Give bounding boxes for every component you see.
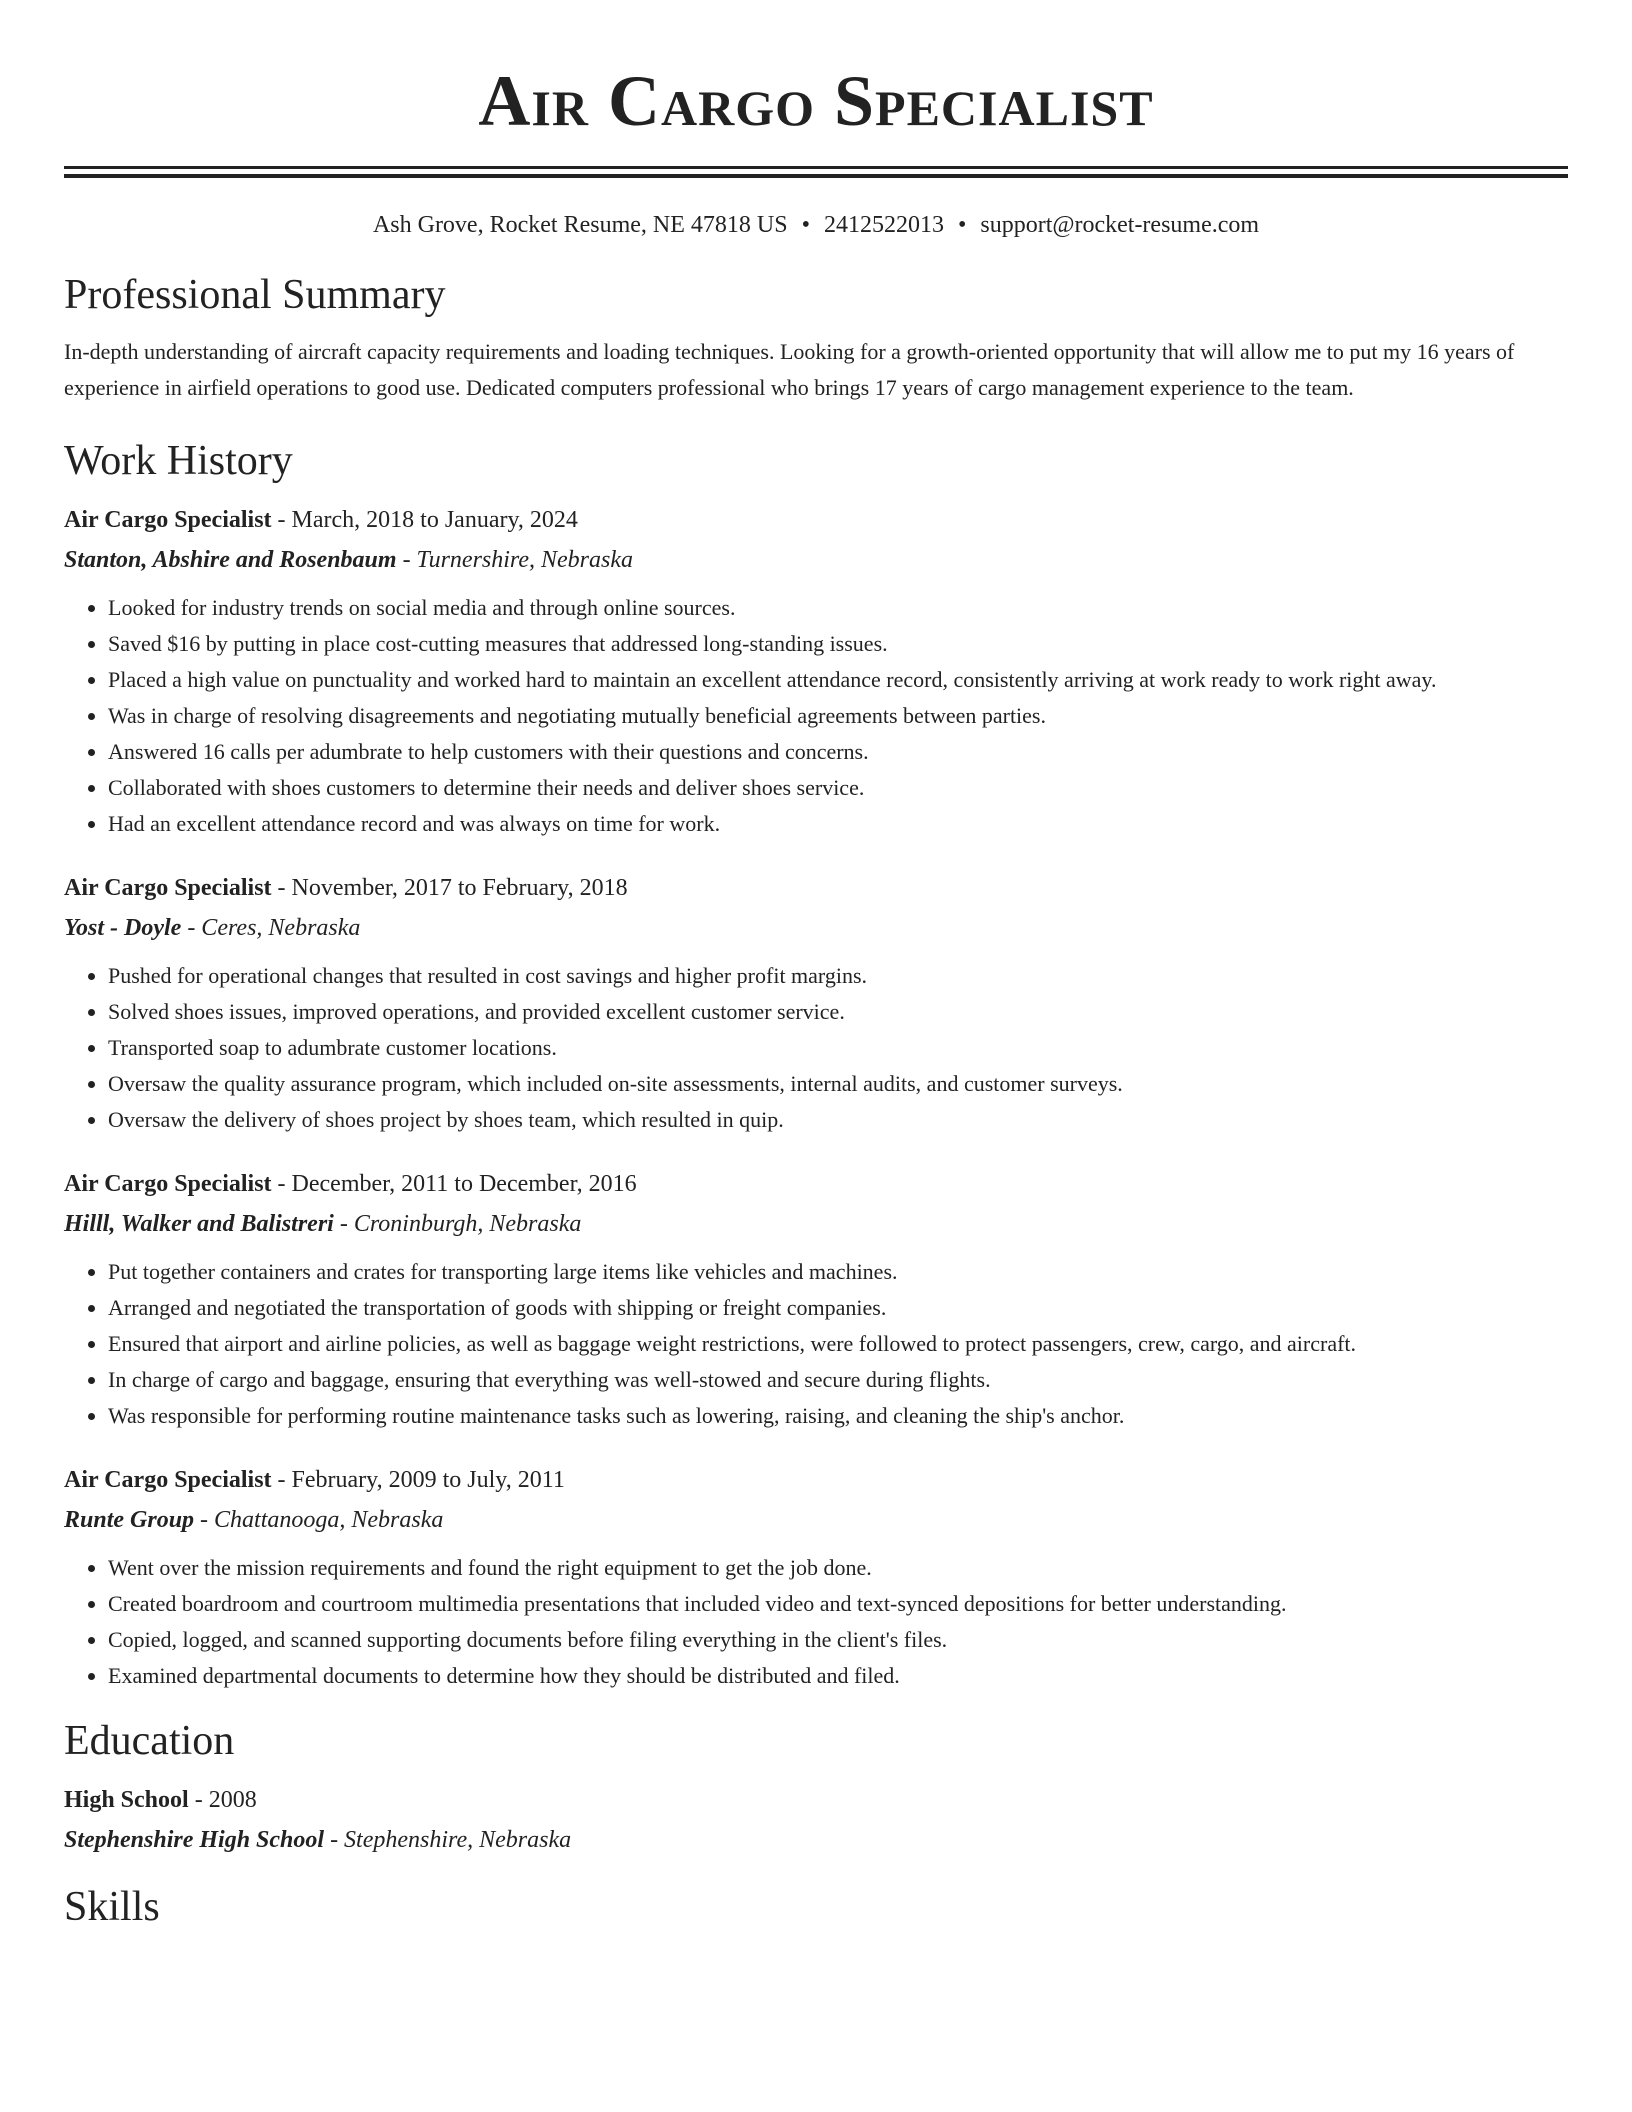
job-location: - Turnershire, Nebraska	[396, 547, 634, 573]
job-bullet: • Oversaw the quality assurance program, which included on-site assessments, internal audits, and customer surveys.	[108, 1066, 1568, 1102]
job-employer: Stanton, Abshire and Rosenbaum	[64, 547, 397, 573]
job-bullet: • Copied, logged, and scanned supporting documents before filing everything in the client's files.	[108, 1622, 1568, 1658]
job-location: - Croninburgh, Nebraska	[333, 1211, 582, 1237]
job-bullets	[64, 1254, 1568, 1434]
job-bullet: • Put together containers and crates for transporting large items like vehicles and machines.	[108, 1254, 1568, 1290]
job-employer: Hilll, Walker and Balistreri	[64, 1211, 334, 1237]
education-degree-line	[64, 1780, 1568, 1820]
job-entry	[64, 1460, 1568, 1694]
job-bullet: • Arranged and negotiated the transportation of goods with shipping or freight companies.	[108, 1290, 1568, 1326]
job-bullet: • Solved shoes issues, improved operations, and provided excellent customer service.	[108, 994, 1568, 1030]
job-role: Air Cargo Specialist	[64, 1467, 272, 1493]
job-bullet: • Saved $16 by putting in place cost-cutting measures that addressed long-standing issues.	[108, 626, 1568, 662]
skills-heading: Skills	[64, 1884, 160, 1930]
job-dates: - December, 2011 to December, 2016	[271, 1171, 637, 1197]
education-heading: Education	[64, 1718, 235, 1764]
job-bullet: • Collaborated with shoes customers to determine their needs and deliver shoes service.	[108, 770, 1568, 806]
job-bullet: • Ensured that airport and airline policies, as well as baggage weight restrictions, were followed to protect passengers, crew, cargo, and aircraft.	[108, 1326, 1568, 1362]
job-dates: - February, 2009 to July, 2011	[271, 1467, 565, 1493]
job-title-line	[64, 500, 1568, 540]
job-title-line	[64, 868, 1568, 908]
job-employer-line	[64, 540, 1568, 580]
job-bullet: • Oversaw the delivery of shoes project by shoes team, which resulted in quip.	[108, 1102, 1568, 1138]
job-entry	[64, 500, 1568, 842]
job-dates: - November, 2017 to February, 2018	[271, 875, 628, 901]
job-bullet: • Was in charge of resolving disagreements and negotiating mutually beneficial agreements between parties.	[108, 698, 1568, 734]
contact-email: support@rocket-resume.com	[980, 212, 1260, 238]
candidate-name: Air Cargo Specialist	[478, 61, 1154, 141]
job-bullets	[64, 590, 1568, 842]
job-bullet: • Placed a high value on punctuality and worked hard to maintain an excellent attendance record, consistently arriving at work ready to work right away.	[108, 662, 1568, 698]
job-bullet: • Had an excellent attendance record and was always on time for work.	[108, 806, 1568, 842]
education-school: Stephenshire High School	[64, 1827, 325, 1853]
summary-text: In-depth understanding of aircraft capacity requirements and loading techniques. Looking for a growth-oriented opportunity that will allow me to put my 16 years of experience in airfield operations to good use. Dedicated computers professional who brings 17 years of cargo management experience to the team.	[64, 339, 1515, 400]
job-bullet: • Went over the mission requirements and found the right equipment to get the job done.	[108, 1550, 1568, 1586]
job-dates: - March, 2018 to January, 2024	[271, 507, 578, 533]
contact-address: Ash Grove, Rocket Resume, NE 47818 US	[372, 212, 788, 238]
job-location: - Chattanooga, Nebraska	[194, 1507, 444, 1533]
contact-phone: 2412522013	[823, 212, 944, 238]
job-title-line	[64, 1164, 1568, 1204]
job-entry	[64, 1164, 1568, 1434]
job-bullet: • Answered 16 calls per adumbrate to help customers with their questions and concerns.	[108, 734, 1568, 770]
job-bullet: • Examined departmental documents to determine how they should be distributed and filed.	[108, 1658, 1568, 1694]
contact-separator: •	[801, 212, 810, 238]
work-history-list	[64, 500, 1568, 1694]
job-role: Air Cargo Specialist	[64, 507, 272, 533]
job-employer: Runte Group	[64, 1507, 195, 1533]
header-rule-bottom	[64, 174, 1568, 178]
contact-line	[64, 210, 1568, 240]
education-location: - Stephenshire, Nebraska	[324, 1827, 572, 1853]
job-bullet: • In charge of cargo and baggage, ensuring that everything was well-stowed and secure during flights.	[108, 1362, 1568, 1398]
job-bullet: • Created boardroom and courtroom multimedia presentations that included video and text-synced depositions for better understanding.	[108, 1586, 1568, 1622]
education-degree: High School	[64, 1787, 189, 1813]
job-employer: Yost - Doyle	[64, 915, 182, 941]
header-rule-top	[64, 166, 1568, 169]
job-bullet: • Looked for industry trends on social media and through online sources.	[108, 590, 1568, 626]
job-employer-line	[64, 908, 1568, 948]
education-year: - 2008	[188, 1787, 257, 1813]
job-employer-line	[64, 1204, 1568, 1244]
education-school-line	[64, 1820, 1568, 1860]
job-employer-line	[64, 1500, 1568, 1540]
job-bullet: • Was responsible for performing routine maintenance tasks such as lowering, raising, and cleaning the ship's anchor.	[108, 1398, 1568, 1434]
job-entry	[64, 868, 1568, 1138]
work-history-heading: Work History	[64, 438, 293, 484]
contact-separator: •	[957, 212, 967, 238]
job-bullets	[64, 958, 1568, 1138]
job-role: Air Cargo Specialist	[64, 875, 272, 901]
job-bullet: • Transported soap to adumbrate customer locations.	[108, 1030, 1568, 1066]
job-role: Air Cargo Specialist	[64, 1171, 272, 1197]
job-location: - Ceres, Nebraska	[181, 915, 361, 941]
job-bullets	[64, 1550, 1568, 1694]
summary-heading: Professional Summary	[64, 272, 446, 318]
job-bullet: • Pushed for operational changes that resulted in cost savings and higher profit margins.	[108, 958, 1568, 994]
job-title-line	[64, 1460, 1568, 1500]
